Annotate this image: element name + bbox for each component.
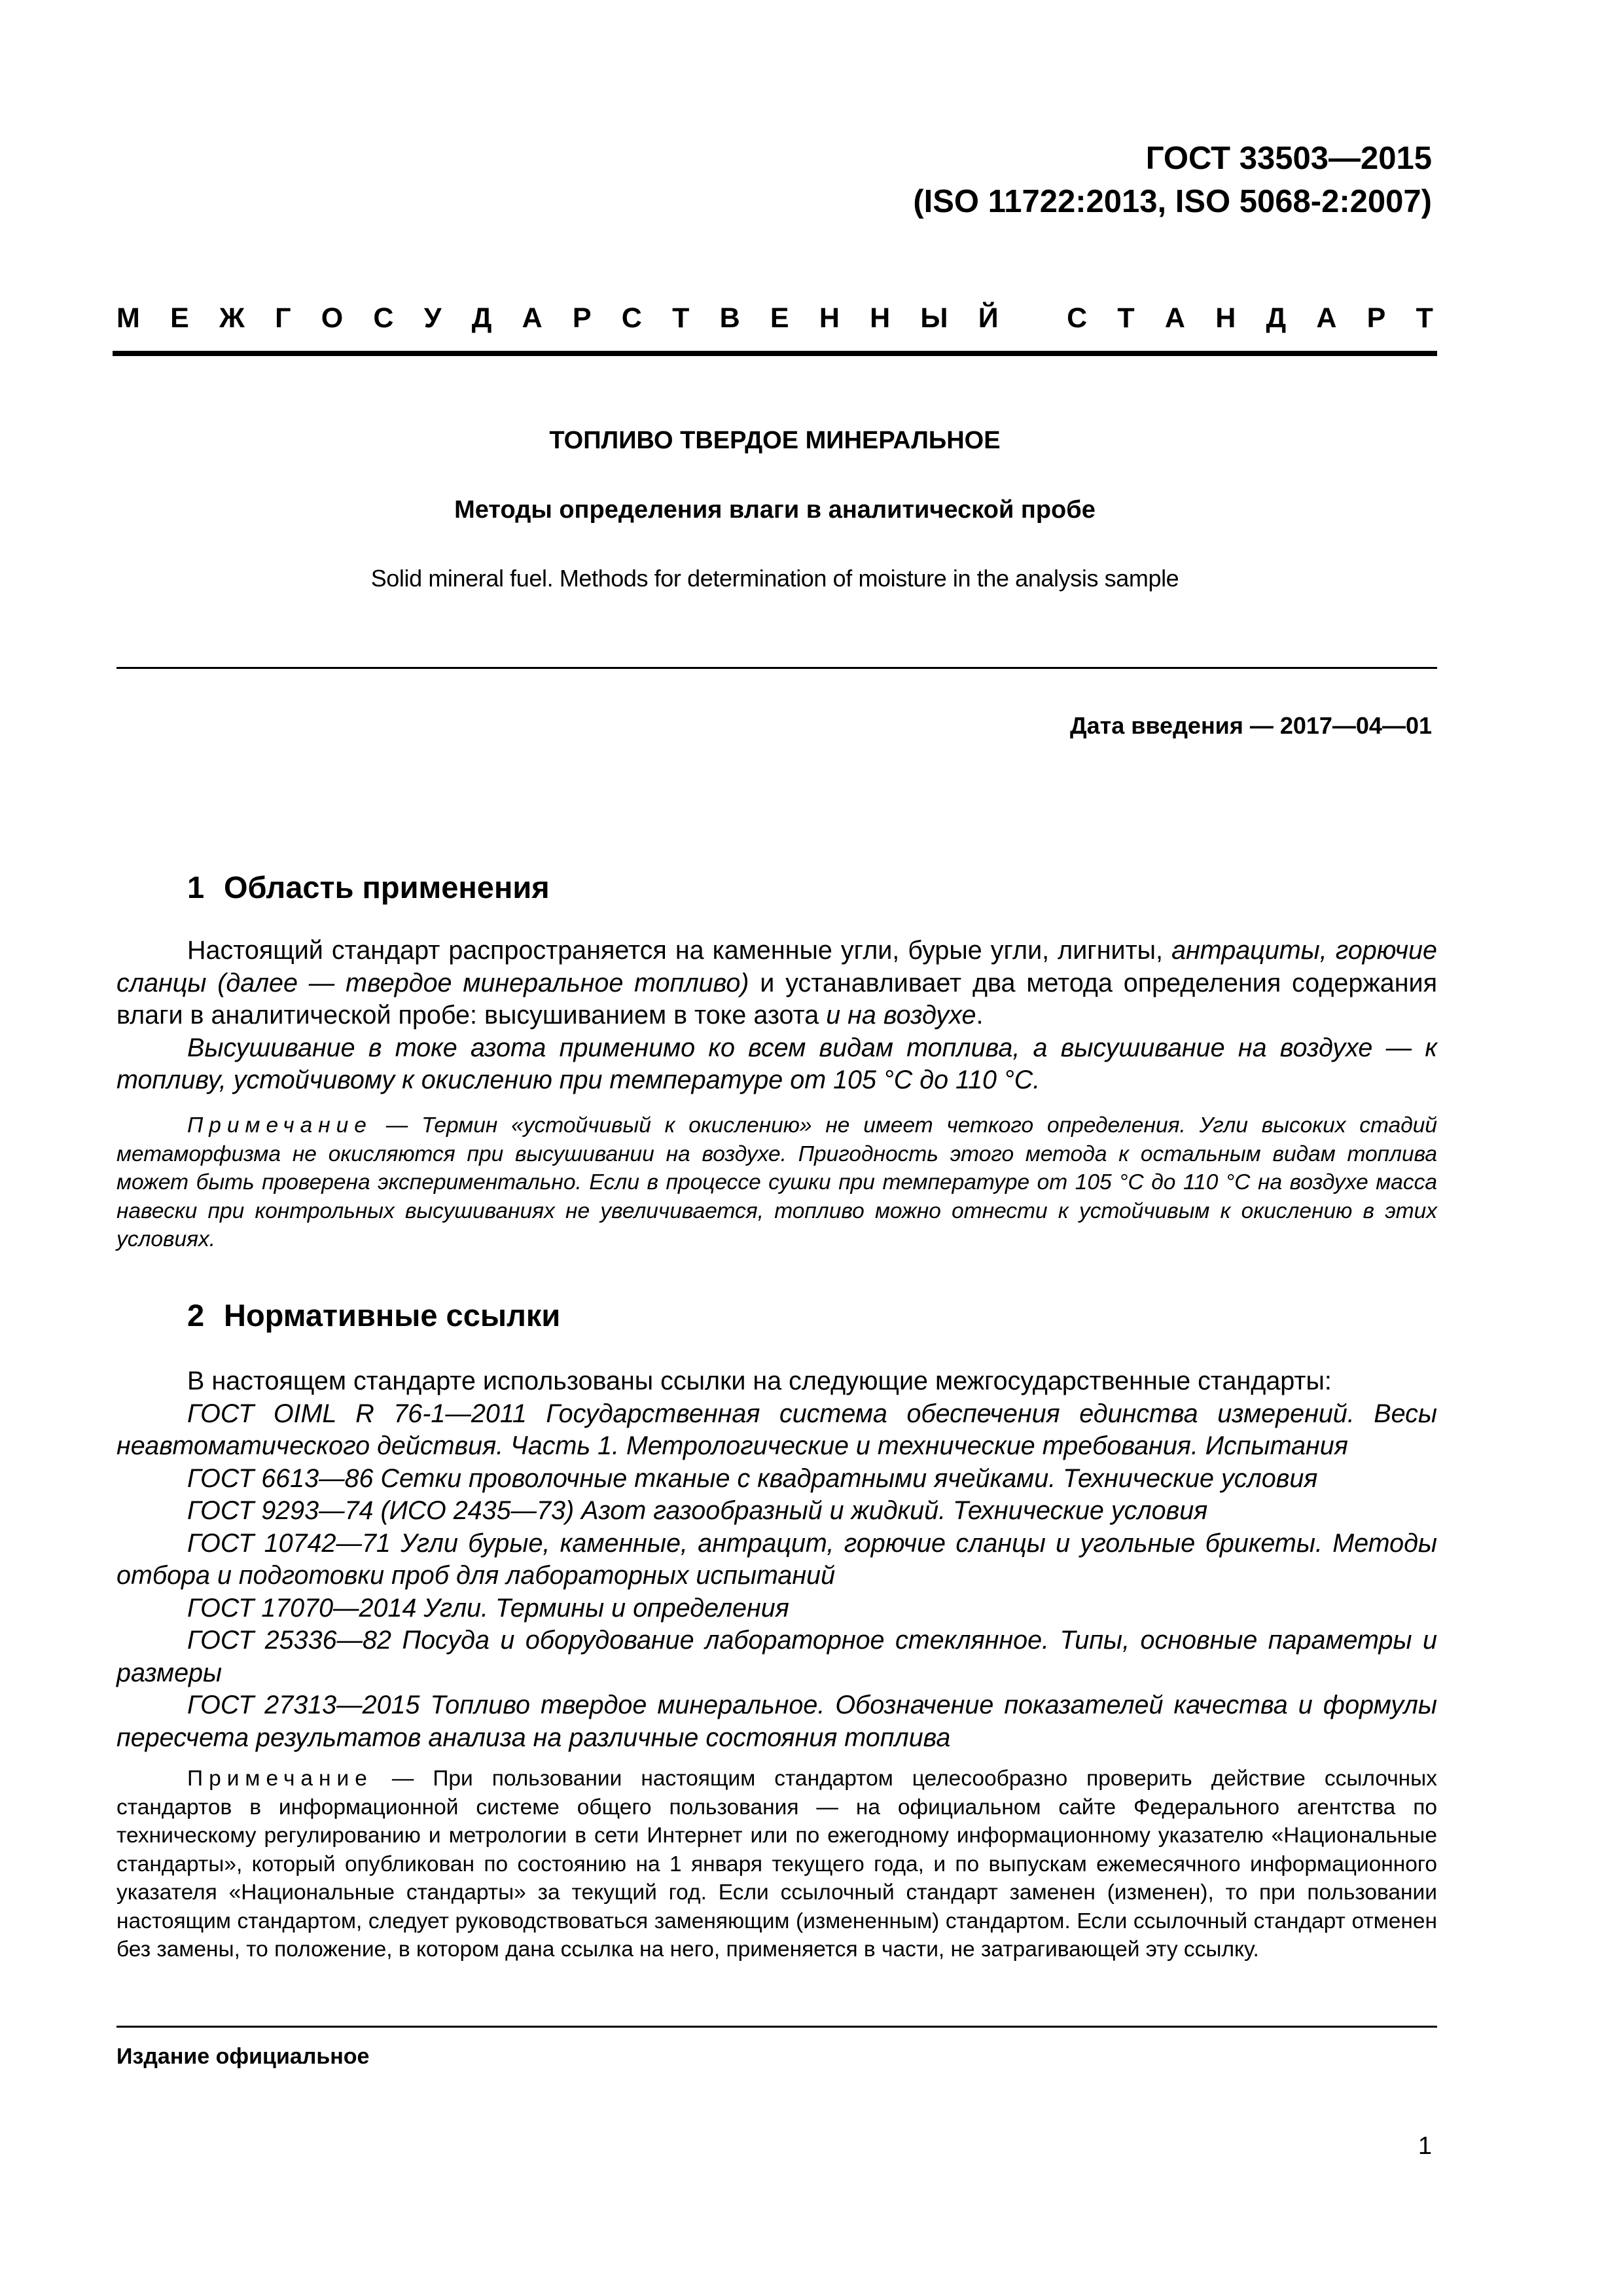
reference-item: ГОСТ OIML R 76-1—2011 Государственная система обеспечения единства измерений. Весы неавтоматического действия. Часть 1. Метрологические и технические требования. Испытания — [116, 1399, 1437, 1460]
reference-item: ГОСТ 17070—2014 Угли. Термины и определения — [187, 1593, 789, 1623]
footer-divider — [116, 2026, 1437, 2028]
normative-references — [116, 1365, 1437, 1754]
section-title: Нормативные ссылки — [224, 1298, 561, 1333]
banner-letter: А — [522, 302, 543, 334]
banner-letter: Ж — [219, 302, 245, 334]
scope-text-part: и устанавливает два метода определения содержания влаги в аналитической пробе: высушиванием в токе азота — [116, 968, 1437, 1030]
effective-date: Дата введения — 2017—04—01 — [1069, 712, 1432, 739]
banner-letter: Т — [1117, 302, 1135, 334]
document-subtitle: Методы определения влаги в аналитической пробе — [454, 496, 1096, 524]
references-note — [116, 1765, 1437, 1964]
banner-letter: Т — [672, 302, 690, 334]
banner-letter: С — [1067, 302, 1088, 334]
iso-references: (ISO 11722:2013, ISO 5068-2:2007) — [913, 184, 1432, 219]
section-heading-references — [187, 1296, 560, 1335]
banner-gap — [1029, 300, 1037, 336]
banner-letter: С — [621, 302, 642, 334]
scope-text — [116, 935, 1437, 1097]
standard-number: ГОСТ 33503—2015 — [1145, 141, 1432, 176]
banner-letter: Д — [1266, 302, 1287, 334]
banner-letter: У — [423, 302, 442, 334]
note-label: Примечание — [187, 1767, 373, 1791]
banner-letter: Т — [1416, 302, 1433, 334]
english-title: Solid mineral fuel. Methods for determination of moisture in the analysis sample — [370, 565, 1179, 592]
banner-letter: Н — [1215, 302, 1236, 334]
banner-letter: Й — [978, 302, 999, 334]
note-text: — При пользовании настоящим стандартом целесообразно проверить действие ссылочных стандартов в информационной системе общего пользования — на официальном сайте Федерального агентства по техническому регулированию и метрологии в сети Интернет или по ежегодному информационному указателю «Национальные стандарты», который опубликован по состоянию на 1 января текущего года, и по выпускам ежемесячного информационного указателя «Национальные стандарты» за текущий год. Если ссылочный стандарт заменен (изменен), то при пользовании настоящим стандартом, следует руководствоваться заменяющим (измененным) стандартом. Если ссылочный стандарт отменен без замены, то положение, в котором дана ссылка на него, применяется в части, не затрагивающей эту ссылку. — [116, 1767, 1437, 1962]
banner-letter: В — [719, 302, 740, 334]
note-paragraph — [116, 1765, 1437, 1964]
scope-text-italic: и на воздухе — [826, 1001, 976, 1030]
banner-letter: Г — [275, 302, 291, 334]
note-label: Примечание — [187, 1113, 372, 1138]
scope-note — [116, 1111, 1437, 1254]
banner-letter: Е — [770, 302, 789, 334]
reference-item: ГОСТ 25336—82 Посуда и оборудование лабораторное стеклянное. Типы, основные параметры и размеры — [116, 1626, 1437, 1687]
scope-paragraph-drying: Высушивание в токе азота применимо ко всем видам топлива, а высушивание на воздухе — к топливу, устойчивому к окислению при температуре от 105 °С до 110 °С. — [116, 1033, 1437, 1094]
banner-letter: Ы — [920, 302, 948, 334]
note-text: — Термин «устойчивый к окислению» не имеет четкого определения. Угли высоких стадий метаморфизма не окисляются при высушивании на воздухе. Пригодность этого метода к остальным видам топлива может быть проверена экспериментально. Если в процессе сушки при температуре от 105 °С до 110 °С на воздухе масса навески при контрольных высушиваниях не увеличивается, топливо можно отнести к устойчивым к окислению в этих условиях. — [116, 1113, 1437, 1251]
section-number: 1 — [187, 870, 205, 905]
header-divider — [113, 351, 1437, 356]
document-title: ТОПЛИВО ТВЕРДОЕ МИНЕРАЛЬНОЕ — [549, 427, 1001, 454]
title-divider — [116, 667, 1437, 669]
reference-item: ГОСТ 10742—71 Угли бурые, каменные, антрацит, горючие сланцы и угольные брикеты. Методы отбора и подготовки проб для лабораторных испытаний — [116, 1528, 1437, 1590]
banner-letter: А — [1316, 302, 1337, 334]
section-number: 2 — [187, 1298, 205, 1333]
reference-item: ГОСТ 9293—74 (ИСО 2435—73) Азот газообразный и жидкий. Технические условия — [187, 1496, 1208, 1525]
banner-letter: Р — [1366, 302, 1386, 334]
official-edition-label: Издание официальное — [116, 2044, 370, 2069]
interstate-standard-banner — [116, 300, 1433, 336]
page-number: 1 — [1418, 2132, 1432, 2160]
section-title: Область применения — [224, 870, 550, 905]
scope-paragraph — [116, 935, 1437, 1032]
banner-letter: А — [1164, 302, 1185, 334]
banner-letter: Н — [819, 302, 840, 334]
banner-letter: Д — [471, 302, 492, 334]
references-intro: В настоящем стандарте использованы ссылки на следующие межгосударственные стандарты: — [187, 1367, 1332, 1395]
section-heading-scope — [187, 868, 550, 907]
scope-text-part: Настоящий стандарт распространяется на каменные угли, бурые угли, лигниты, — [187, 936, 1172, 965]
note-paragraph — [116, 1111, 1437, 1254]
scope-text-italic: антрациты, горючие сланцы (далее — твердое минеральное топливо) — [116, 936, 1437, 997]
scope-text-part: . — [976, 1001, 984, 1030]
reference-item: ГОСТ 27313—2015 Топливо твердое минеральное. Обозначение показателей качества и формулы пересчета результатов анализа на различные состояния топлива — [116, 1691, 1437, 1752]
banner-letter: С — [373, 302, 394, 334]
banner-letter: Е — [170, 302, 189, 334]
banner-letter: О — [321, 302, 344, 334]
banner-letter: Н — [870, 302, 891, 334]
reference-item: ГОСТ 6613—86 Сетки проволочные тканые с квадратными ячейками. Технические условия — [187, 1463, 1318, 1493]
banner-letter: Р — [572, 302, 592, 334]
banner-letter: М — [116, 302, 140, 334]
